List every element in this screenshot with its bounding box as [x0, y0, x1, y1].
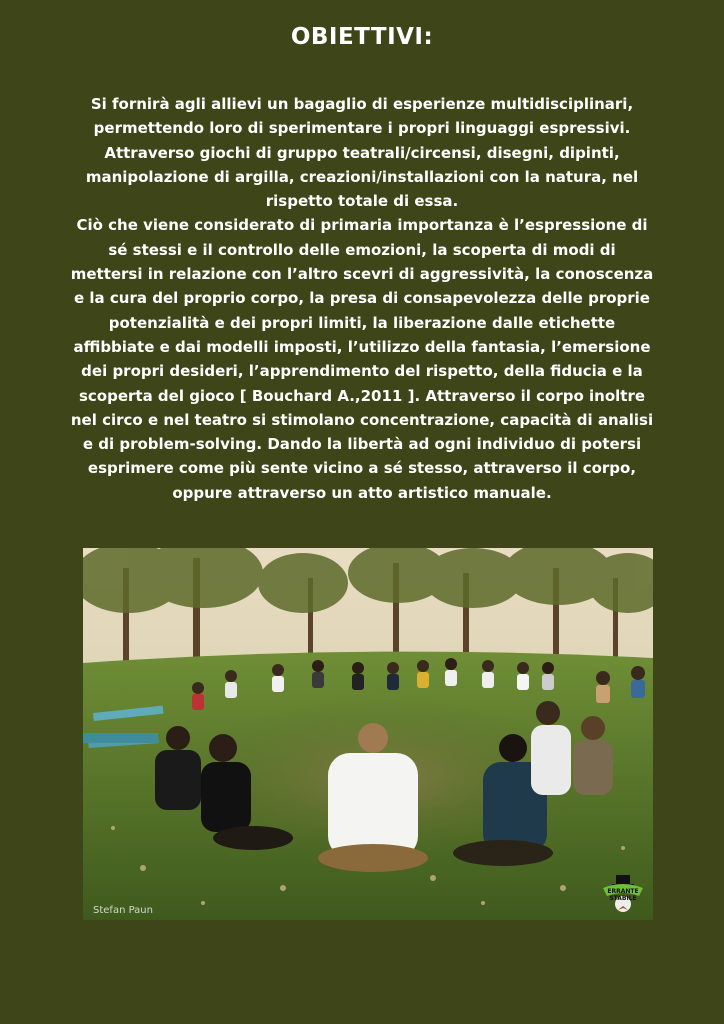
page-title: OBIETTIVI: — [290, 24, 434, 50]
photo-credit: Stefan Paun — [93, 905, 153, 916]
paragraph-intro: Si fornirà agli allievi un bagaglio di esperienze multidisciplinari, permettendo loro di sperimentare i propri linguaggi espressivi. Attraverso giochi di gruppo teatrali/circensi, disegni, dipinti, manipolazione di argilla, creazioni/installazioni con la natura, nel rispetto totale di essa. — [85, 95, 639, 211]
group-circle-photo — [83, 548, 653, 920]
photo-illustration — [83, 548, 653, 920]
objectives-text — [70, 92, 654, 505]
logo-text: ERRANTE STABILE — [607, 888, 639, 902]
paragraph-main: Ciò che viene considerato di primaria importanza è l’espressione di sé stessi e il controllo delle emozioni, la scoperta di modi di mettersi in relazione con l’altro scevri di aggressività, la conoscenza e la cura del proprio corpo, la presa di consapevolezza delle proprie potenzialità e dei propri limiti, la liberazione dalle etichette affibbiate e dai modelli imposti, l’utilizzo della fantasia, l’emersione dei propri desideri, l’apprendimento del rispetto, della fiducia e la scoperta del gioco [ Bouchard A.,2011 ]. Attraverso il corpo inoltre nel circo e nel teatro si stimolano concentrazione, capacità di analisi e di problem-solving. Dando la libertà ad ogni individuo di potersi esprimere come più sente vicino a sé stesso, attraverso il corpo, oppure attraverso un atto artistico manuale. — [70, 216, 654, 502]
